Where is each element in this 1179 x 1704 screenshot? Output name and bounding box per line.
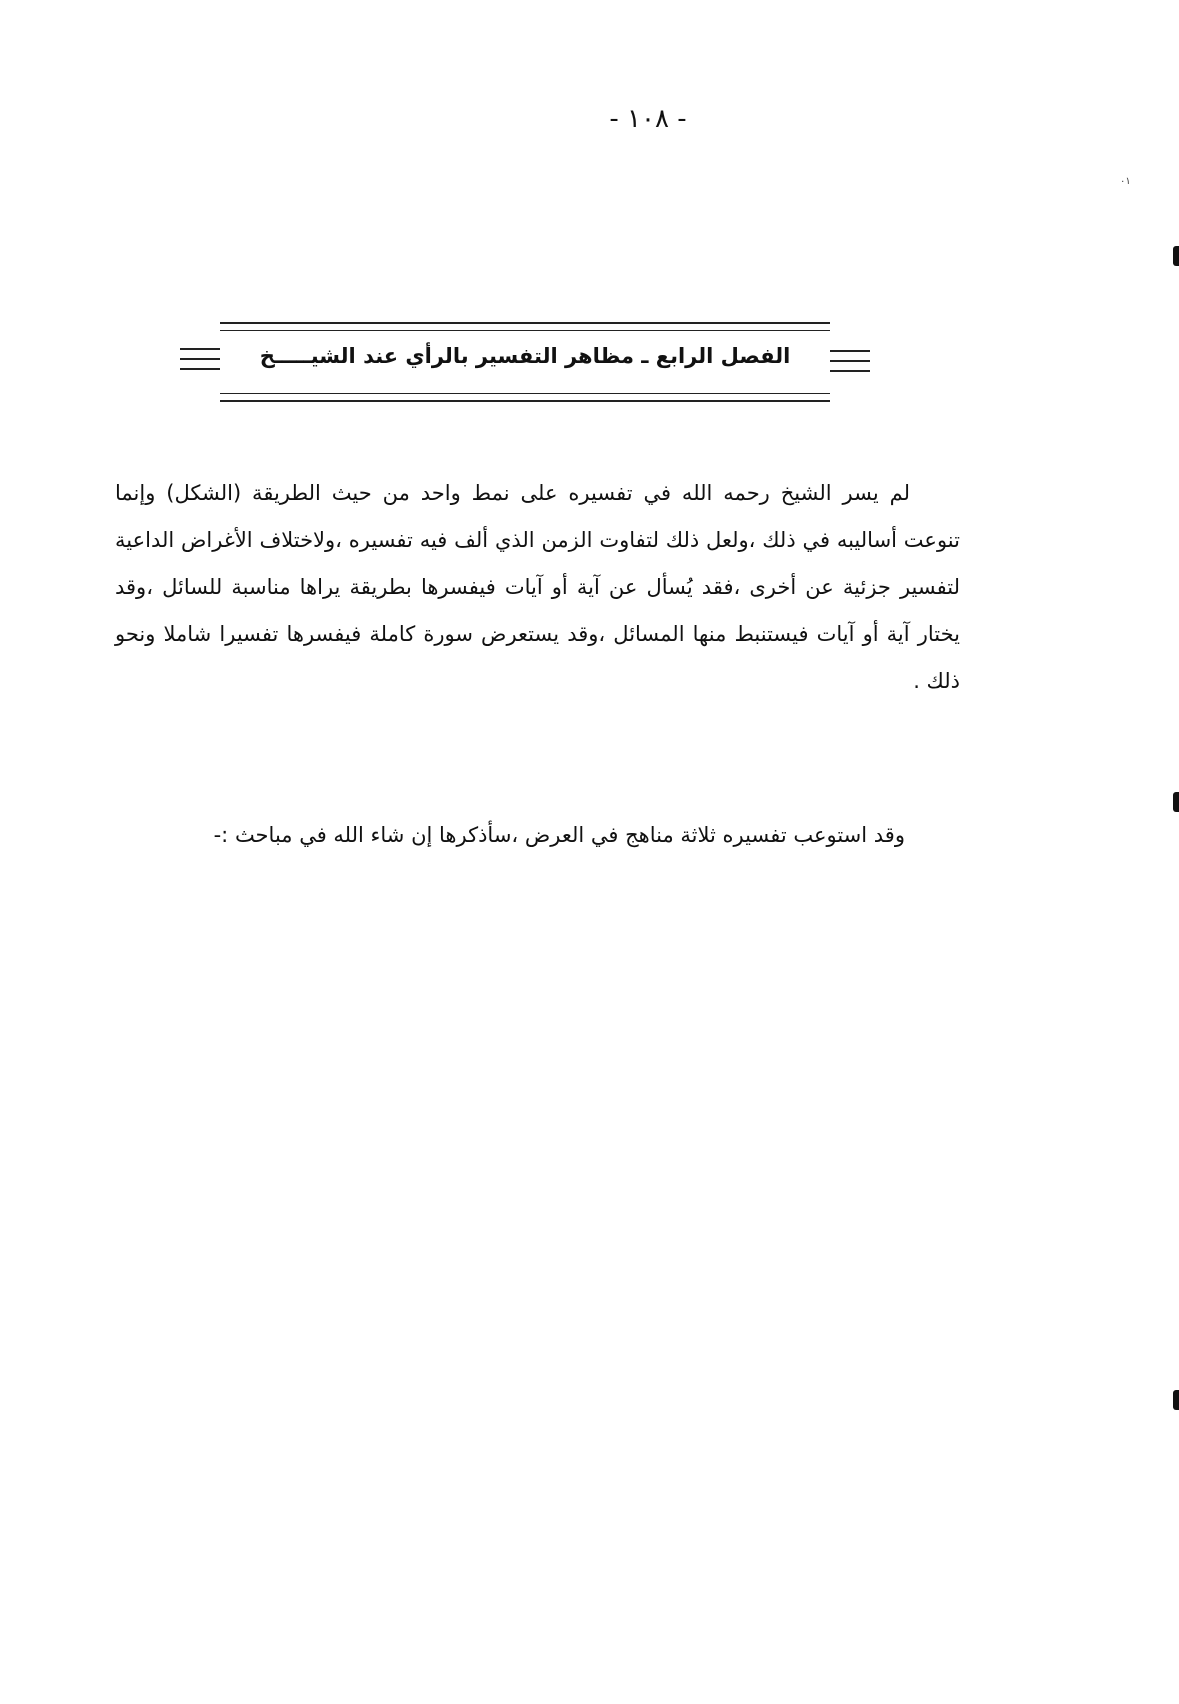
heading-rule-top [220,322,830,324]
heading-rule-bottom-thin [220,393,830,394]
scan-edge-mark-1 [1173,246,1179,266]
heading-dash-right-1 [830,350,870,352]
paragraph-2: وقد استوعب تفسيره ثلاثة مناهج في العرض ،سأذكرها إن شاء الله في مباحث :- [213,823,905,847]
heading-dash-left-2 [180,358,220,360]
heading-dash-left-1 [180,348,220,350]
heading-dash-right-2 [830,360,870,362]
heading-rule-top-thin [220,330,830,331]
heading-dash-right-3 [830,370,870,372]
heading-rule-bottom [220,400,830,402]
margin-mark: ٠١ [1120,176,1131,187]
chapter-title: الفصل الرابع ـ مظاهر التفسير بالرأي عند الشيـــــخ [259,344,791,368]
heading-dash-left-3 [180,368,220,370]
page-number: - ١٠٨ - [609,104,687,134]
paragraph-1: لم يسر الشيخ رحمه الله في تفسيره على نمط واحد من حيث الطريقة (الشكل) وإنما تنوعت أساليبه في ذلك ،ولعل ذلك لتفاوت الزمن الذي ألف فيه تفسيره ،ولاختلاف الأغراض الداعية لتفسير جزئية عن أخرى ،فقد يُسأل عن آية أو آيات فيفسرها بطريقة يراها مناسبة للسائل ،وقد يختار آية أو آيات فيستنبط منها المسائل ،وقد يستعرض سورة كاملة فيفسرها تفسيرا شاملا ونحو ذلك . [115,481,960,693]
scan-edge-mark-3 [1173,1390,1179,1410]
scan-edge-mark-2 [1173,792,1179,812]
chapter-heading-box [180,322,870,402]
